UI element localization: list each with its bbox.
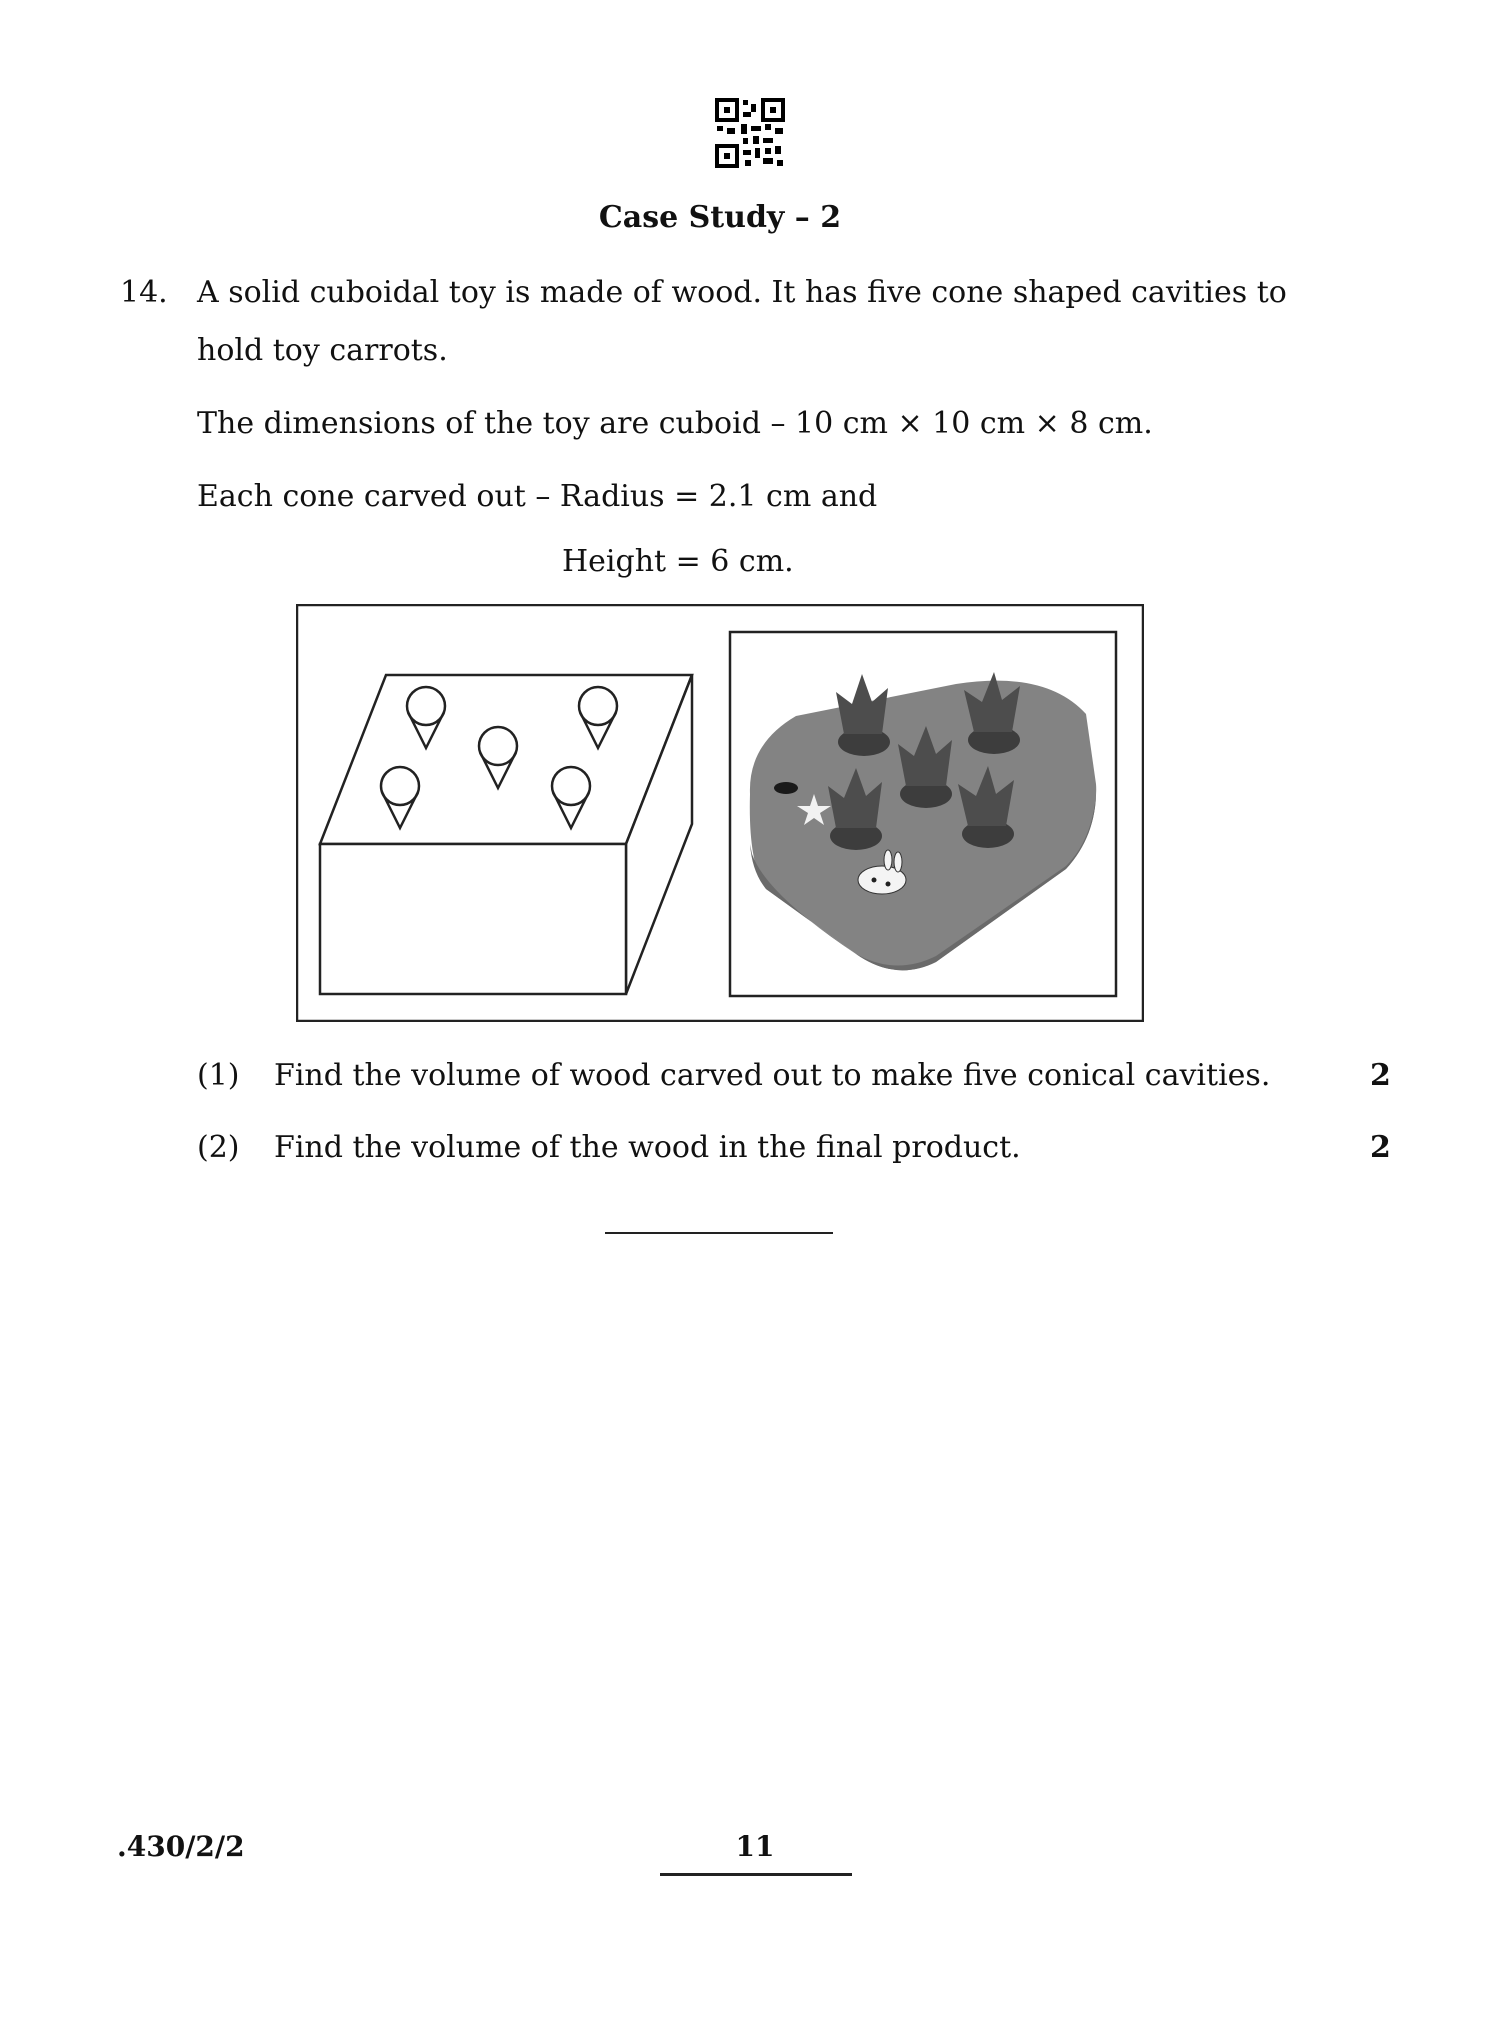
subquestion-2-marks: 2 bbox=[1370, 1130, 1391, 1165]
subquestion-1-marks: 2 bbox=[1370, 1058, 1391, 1093]
case-study-heading: Case Study – 2 bbox=[598, 200, 842, 235]
page-number-underline bbox=[660, 1873, 852, 1876]
cuboid-diagram bbox=[320, 675, 692, 994]
subquestion-2-text: Find the volume of the wood in the final product. bbox=[274, 1130, 1021, 1165]
qr-code bbox=[715, 98, 785, 168]
subquestion-1-number: (1) bbox=[197, 1058, 240, 1093]
subquestion-1-text: Find the volume of wood carved out to make five conical cavities. bbox=[274, 1058, 1271, 1093]
subquestion-2-number: (2) bbox=[197, 1130, 240, 1165]
cone-height: Height = 6 cm. bbox=[562, 544, 794, 579]
cone-radius: Each cone carved out – Radius = 2.1 cm and bbox=[197, 479, 878, 514]
question-text-line-2: hold toy carrots. bbox=[197, 333, 448, 368]
question-number: 14. bbox=[120, 275, 168, 310]
toy-figure bbox=[296, 604, 1144, 1026]
paper-code: .430/2/2 bbox=[117, 1830, 245, 1863]
page-number: 11 bbox=[735, 1830, 775, 1863]
cuboid-dimensions: The dimensions of the toy are cuboid – 10 cm × 10 cm × 8 cm. bbox=[197, 406, 1153, 441]
section-end-divider bbox=[605, 1232, 833, 1234]
question-text-line-1: A solid cuboidal toy is made of wood. It has five cone shaped cavities to bbox=[197, 275, 1287, 310]
